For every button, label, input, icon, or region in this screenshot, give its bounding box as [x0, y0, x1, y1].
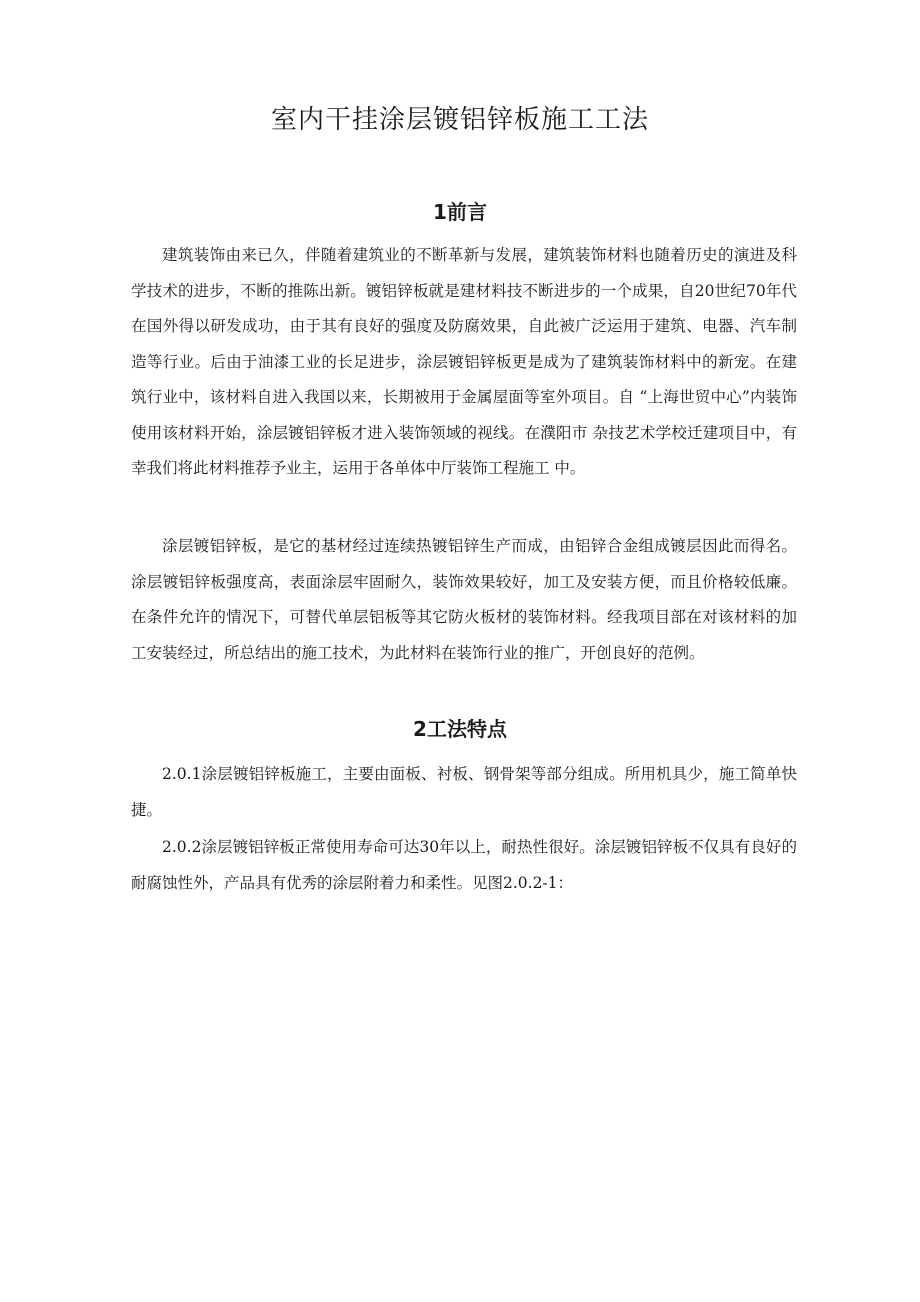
section-heading-preface: 1前言 [433, 200, 487, 224]
page-title: 室内干挂涂层镀铝锌板施工工法 [270, 105, 649, 135]
section-heading-features: 2工法特点 [413, 717, 507, 741]
paragraph: 建筑装饰由来已久，伴随着建筑业的不断革新与发展，建筑装饰材料也随着历史的演进及科学技术的进步，不断的推陈出新。镀铝锌板就是建材料技不断进步的一个成果，自20世纪70年代在国外得以研发成功，由于其有良好的强度及防腐效果，自此被广泛运用于建筑、电器、汽车制造等行业。后由于油漆工业的长足进步，涂层镀铝锌板更是成为了建筑装饰材料中的新宠。在建筑行业中，该材料自进入我国以来，长期被用于金属屋面等室外项目。自 “上海世贸中心”内装饰使用该材料开始，涂层镀铝锌板才进入装饰领域的视线。在濮阳市 杂技艺术学校迁建项目中，有幸我们将此材料推荐予业主，运用于各单体中厅装饰工程施工 中。 [131, 246, 797, 477]
paragraph: 2.0.2涂层镀铝锌板正常使用寿命可达30年以上，耐热性很好。涂层镀铝锌板不仅具有良好的耐腐蚀性外，产品具有优秀的涂层附着力和柔性。见图2.0.2-1： [131, 838, 797, 892]
paragraph: 涂层镀铝锌板，是它的基材经过连续热镀铝锌生产而成，由铝锌合金组成镀层因此而得名。涂层镀铝锌板强度高，表面涂层牢固耐久，装饰效果较好，加工及安装方便，而且价格较低廉。在条件允许的情况下，可替代单层铝板等其它防火板材的装饰材料。经我项目部在对该材料的加工安装经过，所总结出的施工技术，为此材料在装饰行业的推广，开创良好的范例。 [131, 537, 797, 662]
paragraph: 2.0.1涂层镀铝锌板施工，主要由面板、衬板、钢骨架等部分组成。所用机具少，施工简单快捷。 [131, 765, 797, 819]
